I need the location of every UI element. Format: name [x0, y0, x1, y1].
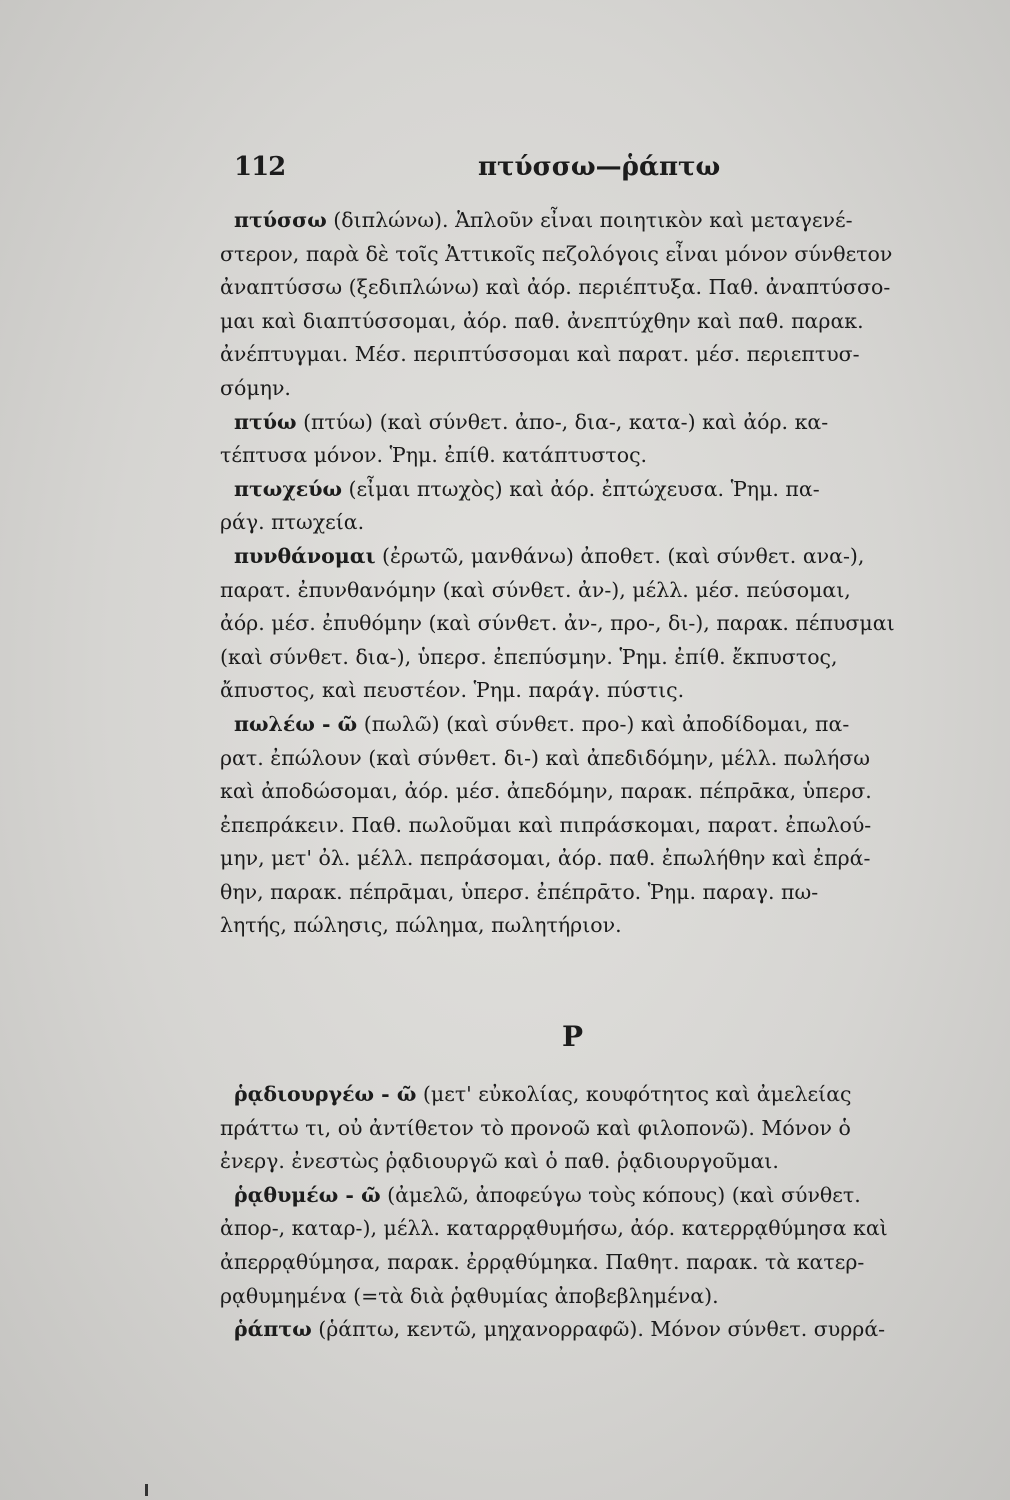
- entry-line: μαι καὶ διαπτύσσομαι, ἀόρ. παθ. ἀνεπτύχθην καὶ παθ. παρακ.: [220, 308, 864, 333]
- entry-text: (διπλώνω). Ἁπλοῦν εἶναι ποιητικὸν καὶ μεταγενέ-: [326, 208, 853, 232]
- page-header: [234, 152, 924, 192]
- entry-line: [218, 1179, 988, 1213]
- entry-line: μην, μετ' ὀλ. μέλλ. πεπράσομαι, ἀόρ. παθ. ἐπωλήθην καὶ ἐπρά-: [220, 846, 871, 871]
- entry-line: [218, 1313, 988, 1347]
- entry-line: ἀνέπτυγμαι. Μέσ. περιπτύσσομαι καὶ παρατ. μέσ. περιεπτυσ-: [220, 342, 860, 367]
- entry-line: στερον, παρὰ δὲ τοῖς Ἀττικοῖς πεζολόγοις εἶναι μόνον σύνθετον: [220, 241, 893, 266]
- entry-text: (ῥάπτω, κεντῶ, μηχανορραφῶ). Μόνον σύνθετ. συρρά-: [311, 1317, 886, 1342]
- headword: πυνθάνομαι: [234, 543, 376, 568]
- entry-line: παρατ. ἐπυνθανόμην (καὶ σύνθετ. ἀν-), μέλλ. μέσ. πεύσομαι,: [220, 577, 851, 602]
- entry-text: (ἐρωτῶ, μανθάνω) ἀποθετ. (καὶ σύνθετ. ανα-),: [375, 543, 865, 568]
- headword: ῥάπτω: [234, 1317, 312, 1342]
- entry-ptocheyo: [218, 473, 988, 540]
- entry-line: σόμην.: [220, 375, 291, 400]
- entry-poleo: [218, 708, 988, 943]
- entry-line: ράγ. πτωχεία.: [220, 510, 365, 535]
- entry-line: [218, 1078, 988, 1112]
- entry-text: (εἶμαι πτωχὸς) καὶ ἀόρ. ἐπτώχευσα. Ῥημ. πα-: [342, 476, 820, 501]
- entry-line: [218, 708, 988, 742]
- entry-line: ἀναπτύσσω (ξεδιπλώνω) καὶ ἀόρ. περιέπτυξα. Παθ. ἀναπτύσσο-: [220, 275, 891, 300]
- entry-line: [218, 540, 988, 574]
- entry-text: (μετ' εὐκολίας, κουφότητος καὶ ἀμελείας: [416, 1082, 852, 1106]
- entry-line: λητής, πώλησις, πώλημα, πωλητήριον.: [220, 913, 622, 938]
- entry-line: πράττω τι, οὐ ἀντίθετον τὸ προνοῶ καὶ φιλοπονῶ). Μόνον ὁ: [220, 1115, 851, 1140]
- entry-text: (πτύω) (καὶ σύνθετ. ἀπο-, δια-, κατα-) καὶ ἀόρ. κα-: [296, 409, 829, 434]
- headword: πτωχεύω: [234, 476, 343, 501]
- headword: πωλέω - ῶ: [234, 711, 358, 736]
- entries-rho: [218, 1078, 988, 1347]
- entry-text: (ἀμελῶ, ἀποφεύγω τοὺς κόπους) (καὶ σύνθετ.: [380, 1182, 861, 1207]
- headword: ῥᾳθυμέω - ῶ: [234, 1182, 381, 1207]
- entry-line: ρᾳθυμημένα (=τὰ διὰ ῥᾳθυμίας ἀποβεβλημένα).: [220, 1283, 719, 1308]
- entry-line: ἐπεπράκειν. Παθ. πωλοῦμαι καὶ πιπράσκομαι, παρατ. ἐπωλού-: [220, 812, 872, 837]
- entry-rathymeo: [218, 1179, 988, 1313]
- entries-pi: [218, 204, 988, 943]
- entry-rapto: [218, 1313, 988, 1347]
- entry-line: ἄπυστος, καὶ πευστέον. Ῥημ. παράγ. πύστις.: [220, 678, 685, 703]
- entry-line: [218, 406, 988, 440]
- page-number: 112: [234, 152, 286, 182]
- margin-mark: [145, 1484, 148, 1496]
- entry-radiourgeo: [218, 1078, 988, 1179]
- entry-line: τέπτυσα μόνον. Ῥημ. ἐπίθ. κατάπτυστος.: [220, 443, 648, 468]
- entry-line: ρατ. ἐπώλουν (καὶ σύνθετ. δι-) καὶ ἀπεδιδόμην, μέλλ. πωλήσω: [220, 745, 870, 770]
- headword: πτύω: [234, 409, 297, 434]
- entry-ptysso: [218, 204, 988, 406]
- entry-line: [218, 473, 988, 507]
- entry-line: καὶ ἀποδώσομαι, ἀόρ. μέσ. ἀπεδόμην, παρακ. πέπρᾱκα, ὑπερσ.: [220, 779, 872, 804]
- entry-line: ἀπορ-, καταρ-), μέλλ. καταρρᾳθυμήσω, ἀόρ. κατερρᾳθύμησα καὶ: [220, 1216, 888, 1241]
- section-letter: Ρ: [562, 1020, 584, 1053]
- entry-text: (πωλῶ) (καὶ σύνθετ. προ-) καὶ ἀποδίδομαι, πα-: [357, 711, 850, 736]
- headword: ῥᾳδιουργέω - ῶ: [234, 1082, 417, 1106]
- entry-line: θην, παρακ. πέπρᾱμαι, ὑπερσ. ἐπέπρᾱτο. Ῥημ. παραγ. πω-: [220, 879, 819, 904]
- headword: πτύσσω: [234, 208, 327, 232]
- entry-line: ἐνεργ. ἐνεστὼς ῥᾳδιουργῶ καὶ ὁ παθ. ῥᾳδιουργοῦμαι.: [220, 1149, 779, 1174]
- entry-line: ἀπερρᾳθύμησα, παρακ. ἐρρᾳθύμηκα. Παθητ. παρακ. τὰ κατερ-: [220, 1249, 865, 1274]
- running-title: πτύσσω—ῥάπτω: [478, 152, 721, 182]
- entry-line: [218, 204, 988, 238]
- entry-line: (καὶ σύνθετ. δια-), ὑπερσ. ἐπεπύσμην. Ῥημ. ἐπίθ. ἔκπυστος,: [220, 644, 838, 669]
- entry-ptyo: [218, 406, 988, 473]
- entry-line: ἀόρ. μέσ. ἐπυθόμην (καὶ σύνθετ. ἀν-, προ-, δι-), παρακ. πέπυσμαι: [220, 611, 895, 636]
- entry-pynthanomai: [218, 540, 988, 708]
